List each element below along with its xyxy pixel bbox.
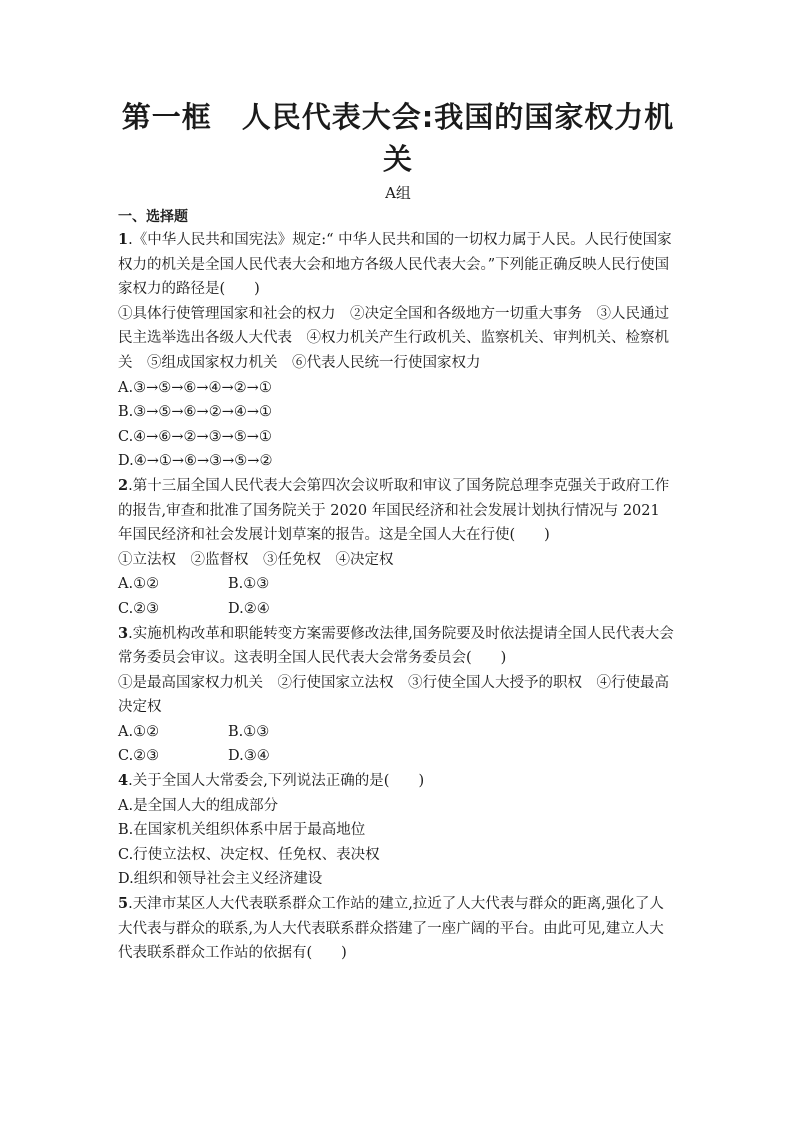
page-title: 第一框 人民代表大会:我国的国家权力机关 — [121, 100, 675, 176]
option-a: A.是全国人大的组成部分 — [118, 797, 279, 814]
question-items: ①立法权 ②监督权 ③任免权 ④决定权 — [118, 551, 394, 568]
options-row — [118, 597, 678, 622]
question-stem: 2.第十三届全国人民代表大会第四次会议听取和审议了国务院总理李克强关于政府工作的报告,审查和批准了国务院关于 2020 年国民经济和社会发展计划执行情况与 2021 年国民经济和社会发展计划草案的报告。这是全国人大在行使( ) — [118, 476, 670, 544]
question-stem: 4.关于全国人大常委会,下列说法正确的是( ) — [118, 772, 425, 790]
options-row — [118, 720, 678, 745]
option-a: A.①② — [118, 576, 160, 593]
option-b: B.③→⑤→⑥→②→④→① — [118, 404, 273, 421]
option-b: B.在国家机关组织体系中居于最高地位 — [118, 822, 366, 839]
section-heading: 一、选择题 — [118, 209, 188, 225]
question-stem: 1.《中华人民共和国宪法》规定:“ 中华人民共和国的一切权力属于人民。人民行使国家权力的机关是全国人民代表大会和地方各级人民代表大会。”下列能正确反映人民行使国家权力的路径是( ) — [118, 231, 672, 298]
question-4 — [118, 769, 678, 892]
option-d: D.②④ — [228, 600, 270, 617]
question-1 — [118, 228, 678, 474]
option-d: D.组织和领导社会主义经济建设 — [118, 871, 323, 888]
question-5 — [118, 892, 678, 966]
question-3 — [118, 622, 678, 770]
option-c: C.②③ — [118, 600, 160, 617]
question-number: 5 — [118, 895, 129, 913]
option-b: B.①③ — [228, 576, 270, 593]
question-2 — [118, 474, 678, 622]
question-stem: 3.实施机构改革和职能转变方案需要修改法律,国务院要及时依法提请全国人民代表大会常务委员会审议。这表明全国人民代表大会常务委员会( ) — [118, 624, 674, 667]
option-d: D.③④ — [228, 748, 270, 765]
option-d: D.④→①→⑥→③→⑤→② — [118, 453, 273, 470]
option-b: B.①③ — [228, 723, 270, 740]
question-number: 2 — [118, 476, 129, 494]
question-items: ①是最高国家权力机关 ②行使国家立法权 ③行使全国人大授予的职权 ④行使最高决定权 — [118, 674, 669, 716]
option-c: C.②③ — [118, 748, 160, 765]
option-a: A.③→⑤→⑥→④→②→① — [118, 379, 272, 396]
question-items: ①具体行使管理国家和社会的权力 ②决定全国和各级地方一切重大事务 ③人民通过民主选举选出各级人大代表 ④权力机关产生行政机关、监察机关、审判机关、检察机关 ⑤组成国家权力机关 ⑥代表人民统一行使国家权力 — [118, 305, 669, 371]
option-a: A.①② — [118, 723, 160, 740]
question-number: 4 — [118, 772, 129, 790]
option-c: C.④→⑥→②→③→⑤→① — [118, 428, 272, 445]
question-number: 1 — [118, 231, 129, 248]
options-row — [118, 572, 678, 597]
document-page — [118, 96, 678, 966]
options-row — [118, 744, 678, 769]
group-label: A组 — [385, 184, 411, 202]
question-stem: 5.天津市某区人大代表联系群众工作站的建立,拉近了人大代表与群众的距离,强化了人大代表与群众的联系,为人大代表联系群众搭建了一座广阔的平台。由此可见,建立人大代表联系群众工作站的依据有( ) — [118, 895, 664, 962]
option-c: C.行使立法权、决定权、任免权、表决权 — [118, 846, 380, 863]
question-number: 3 — [118, 624, 129, 642]
